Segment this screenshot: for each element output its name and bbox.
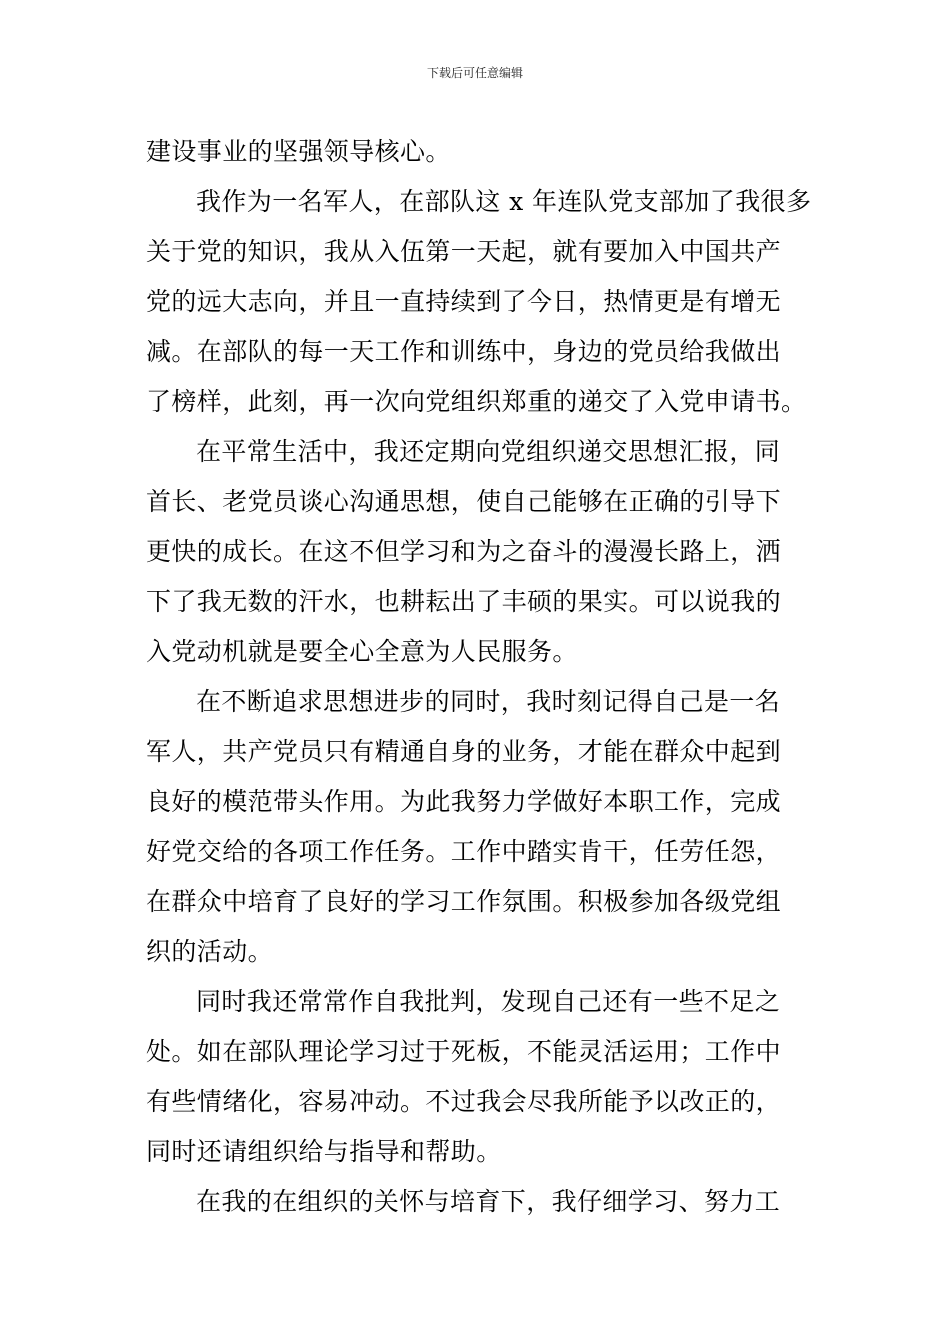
document-body [146,127,812,1227]
text-line: 入党动机就是要全心全意为人民服务。 [146,637,578,666]
paragraph-2 [146,177,812,427]
text-line: 有些情绪化，容易冲动。不过我会尽我所能予以改正的， [146,1087,782,1116]
text-line: 同时还请组织给与指导和帮助。 [146,1137,502,1166]
text-line: 下了我无数的汗水，也耕耘出了丰硕的果实。可以说我的 [146,587,782,616]
text-line: 织的活动。 [146,937,274,966]
paragraph-5 [146,977,808,1177]
text-line: 党的远大志向，并且一直持续到了今日，热情更是有增无 [146,287,782,316]
text-line: 在平常生活中，我还定期向党组织递交思想汇报，同 [196,437,781,466]
text-line: 在我的在组织的关怀与培育下，我仔细学习、努力工 [196,1187,781,1216]
paragraph-3 [146,427,808,677]
text-line: 了榜样，此刻，再一次向党组织郑重的递交了入党申请书。 [146,387,807,416]
text-line: 减。在部队的每一天工作和训练中，身边的党员给我做出 [146,337,782,366]
text-line: 关于党的知识，我从入伍第一天起，就有要加入中国共产 [146,237,782,266]
text-line: 我作为一名军人，在部队这 x 年连队党支部加了我很多 [196,187,812,216]
text-line: 处。如在部队理论学习过于死板，不能灵活运用；工作中 [146,1037,782,1066]
paragraph-4 [146,677,808,977]
text-line: 好党交给的各项工作任务。工作中踏实肯干，任劳任怨， [146,837,782,866]
text-line: 在不断追求思想进步的同时，我时刻记得自己是一名 [196,687,781,716]
paragraph-1 [146,127,808,177]
text-line: 首长、老党员谈心沟通思想，使自己能够在正确的引导下 [146,487,782,516]
text-line: 在群众中培育了良好的学习工作氛围。积极参加各级党组 [146,887,782,916]
text-line: 同时我还常常作自我批判，发现自己还有一些不足之 [196,987,781,1016]
text-line: 更快的成长。在这不但学习和为之奋斗的漫漫长路上，洒 [146,537,782,566]
text-line: 军人，共产党员只有精通自身的业务，才能在群众中起到 [146,737,782,766]
text-line: 良好的模范带头作用。为此我努力学做好本职工作，完成 [146,787,782,816]
paragraph-6 [146,1177,808,1227]
page-header: 下载后可任意编辑 [426,66,523,80]
text-line: 建设事业的坚强领导核心。 [146,137,451,166]
